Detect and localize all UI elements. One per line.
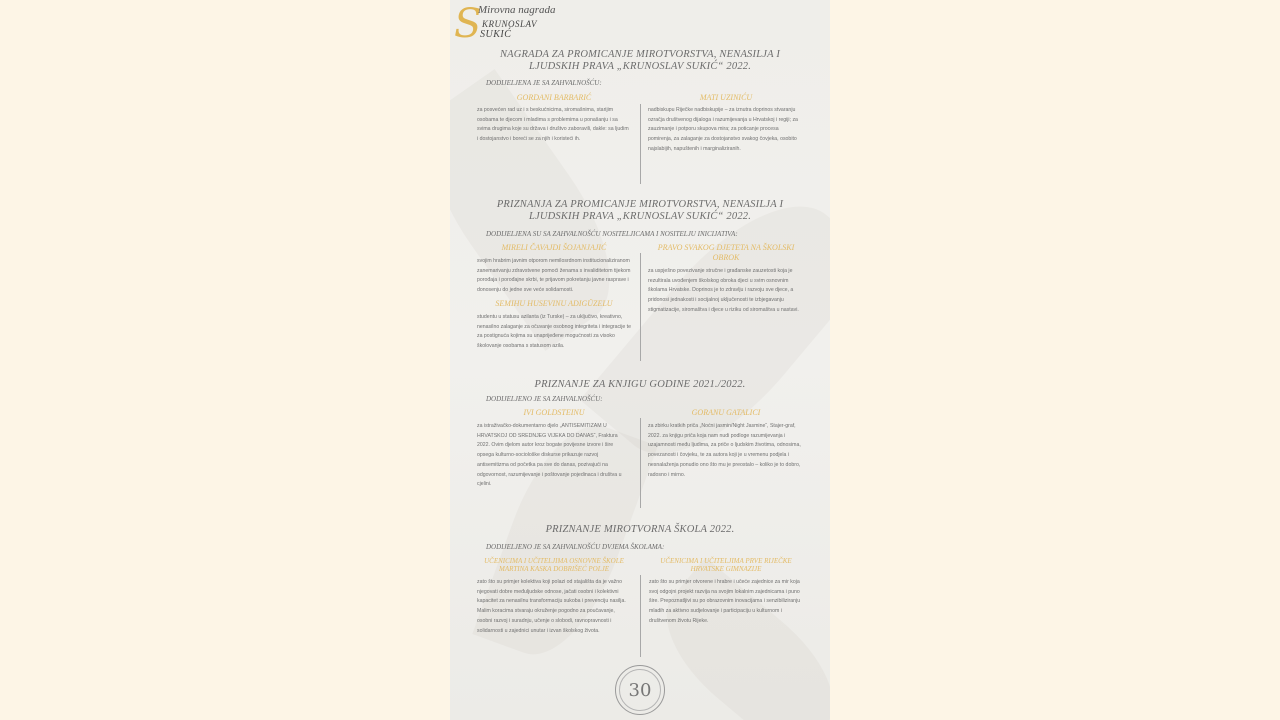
section-recognition-subtitle: DODIJELJENA SU SA ZAHVALNOŠĆU NOSITELJICAMA I NOSITELJU INICIJATIVA: [486,230,738,238]
section-award-subtitle: DODIJELJENA JE SA ZAHVALNOŠĆU: [486,79,602,87]
recipient-description: za uspješno povezivanje stručne i građanske zauzetosti koja je rezultirala uvođenjem školskog obroka djeci u svim osnovnim školama Hrvatske. Doprinos je to zdravlju i razvoju sve djece, a pridonosi jednakosti i socijalnoj uključenosti te izbjegavanju stigmatizacije, siromaštva i djece u riziku od siromaštva u nastavi. [648,268,799,313]
recipient-description: zato što su primjer otvorene i hrabre i učeće zajednice za mir koja svoj odgojni projekt razvija na svojim lokalnim zajednicama i puno šire. Prepoznatljivi su po obrazovnim inovacijama i senzibiliziranju mladih za aktivno sudjelovanje i participaciju u kulturnom i društvenom životu Rijeke. [649,579,801,624]
recipient-name: PRAVO SVAKOG DJETETA NA ŠKOLSKI OBROK [657,243,795,262]
recipient-name: GORANU GATALICI [691,408,761,417]
recipient-name: GORDANI BARBARIĆ [516,93,592,102]
recipient-name: IVI GOLDSTEINU [523,408,585,417]
section-award-title: NAGRADA ZA PROMICANJE MIROTVORSTVA, NENASILJA I LJUDSKIH PRAVA „KRUNOSLAV SUKIĆ“ 2022. [499,49,781,72]
recipient-name: SEMIHU HUSEVINU ADIGÜZELU [495,299,613,308]
section-book-subtitle: DODIJELJENO JE SA ZAHVALNOŠĆU: [486,395,603,403]
logo-initial: S [454,1,482,47]
recipient-name: UČENICIMA I UČITELJIMA PRVE RIJEČKE HRVATSKE GIMNAZIJE [660,557,792,573]
logo-tagline: Mirovna nagrada [478,4,556,16]
logo-name-first: KRUNOSLAV [482,19,538,29]
recipient-name: UČENICIMA I UČITELJIMA OSNOVNE ŠKOLE MARTINA KASKA DOBRIŠEĆ POLJE [484,557,624,573]
recipient-description: studentu u statusu azilanta (iz Turske) – za uključivo, kreativno, nenasilno zalaganje za očuvanje osobnog integriteta i integracije te za postignuća kojima su unaprijeđene mogućnosti za visoko školovanje osobama s statusom azila. [477,314,632,350]
section-school-subtitle: DODIJELJENO JE SA ZAHVALNOŠĆU DVJEMA ŠKOLAMA: [486,543,665,551]
poster [450,0,830,720]
section-school-title: PRIZNANJE MIROTVORNA ŠKOLA 2022. [545,524,735,535]
recipient-name: MIRELI ČAVAJDI ŠOJANJAJIĆ [501,243,607,252]
recipient-description: za istraživačko-dokumentarno djelo „ANTISEMITIZAM U HRVATSKOJ OD SREDNJEG VIJEKA DO DANAS“, Fraktura 2022. Ovim djelom autor kroz bogate povijesne izvore i šire opsega kulturno-sociološke diskurse prikazuje razvoj antisemitizma od početka pa sve do danas, pozivajući na odgovornost, razumijevanje i poštovanje pojedinaca i društva u cjelini. [477,423,622,488]
column-divider [640,104,641,184]
recipient-description: nadbiskupu Riječke nadbiskupije – za iznutra doprinos stvaranju ozračja društvenog dijaloga i razumijevanja u Hrvatskoj i regiji; za zauzimanje i potporu skupova mira; za poticanje procesa pomirenja, za zalaganje za dostojanstvo svakog čovjeka, osobito najslabijih, napuštenih i marginaliziranih. [648,107,798,152]
anniversary-badge [615,665,665,715]
section-book-title: PRIZNANJE ZA KNJIGU GODINE 2021./2022. [534,379,746,390]
recipient-description: svojim hrabrim javnim otporom nemilosrdnom institucionaliziranom zanemarivanju zdravstvene pomoći ženama s invaliditetom tijekom porođaja i porođajne skrbi, te prijavom pokretanju javne rasprave i donosenju do jedne sve veće solidarnosti. [477,258,631,294]
recipient-name: MATI UZINIĆU [699,93,753,102]
recipient-description: zato što su primjer kolektiva koji polazi od stajališta da je važno njegovati dobre međuljudske odnose, jačati osobni i kolektivni kapacitet za nenasilnu transformaciju sukoba i prevenciju nasilja. Malim koracima stvaraju okruženje pogodno za poučavanje, osobni razvoj i suradnju, učenje o slobodi, ravnopravnosti i solidarnosti u zajednici unutar i izvan školskog života. [477,579,626,634]
badge-number: 30 [619,669,661,711]
logo-name-last: SUKIĆ [480,29,512,40]
column-divider [640,575,641,657]
recipient-description: za zbirku kratkih priča „Noćni jasmin/Night Jasmine“, Stajer-graf, 2022. za knjigu priča koja nam nudi podloge razumijevanja i uzajamnosti među ljudima, za priče o ljudskim životima, odnosima, povezanosti i čovjeku, te za autora koji je u vremenu podjela i nesnalaženja ponudio ono što mu je preostalo – koliko je to dobro, radosno i mirno. [648,423,801,478]
logo [454,2,574,46]
column-divider [640,418,641,508]
recipient-description: za posvećen rad uz i s beskućnicima, siromašnima, starijim osobama te djecom i mladima s problemima u ponašanju i sa svima drugima koje su država i društvo zaboravili, dakle: sa ljudim i dostojanstvo i boreći se za njih i koristeći ih. [477,107,629,143]
section-recognition-title: PRIZNANJA ZA PROMICANJE MIROTVORSTVA, NENASILJA I LJUDSKIH PRAVA „KRUNOSLAV SUKIĆ“ 2022. [496,199,784,222]
column-divider [640,253,641,361]
